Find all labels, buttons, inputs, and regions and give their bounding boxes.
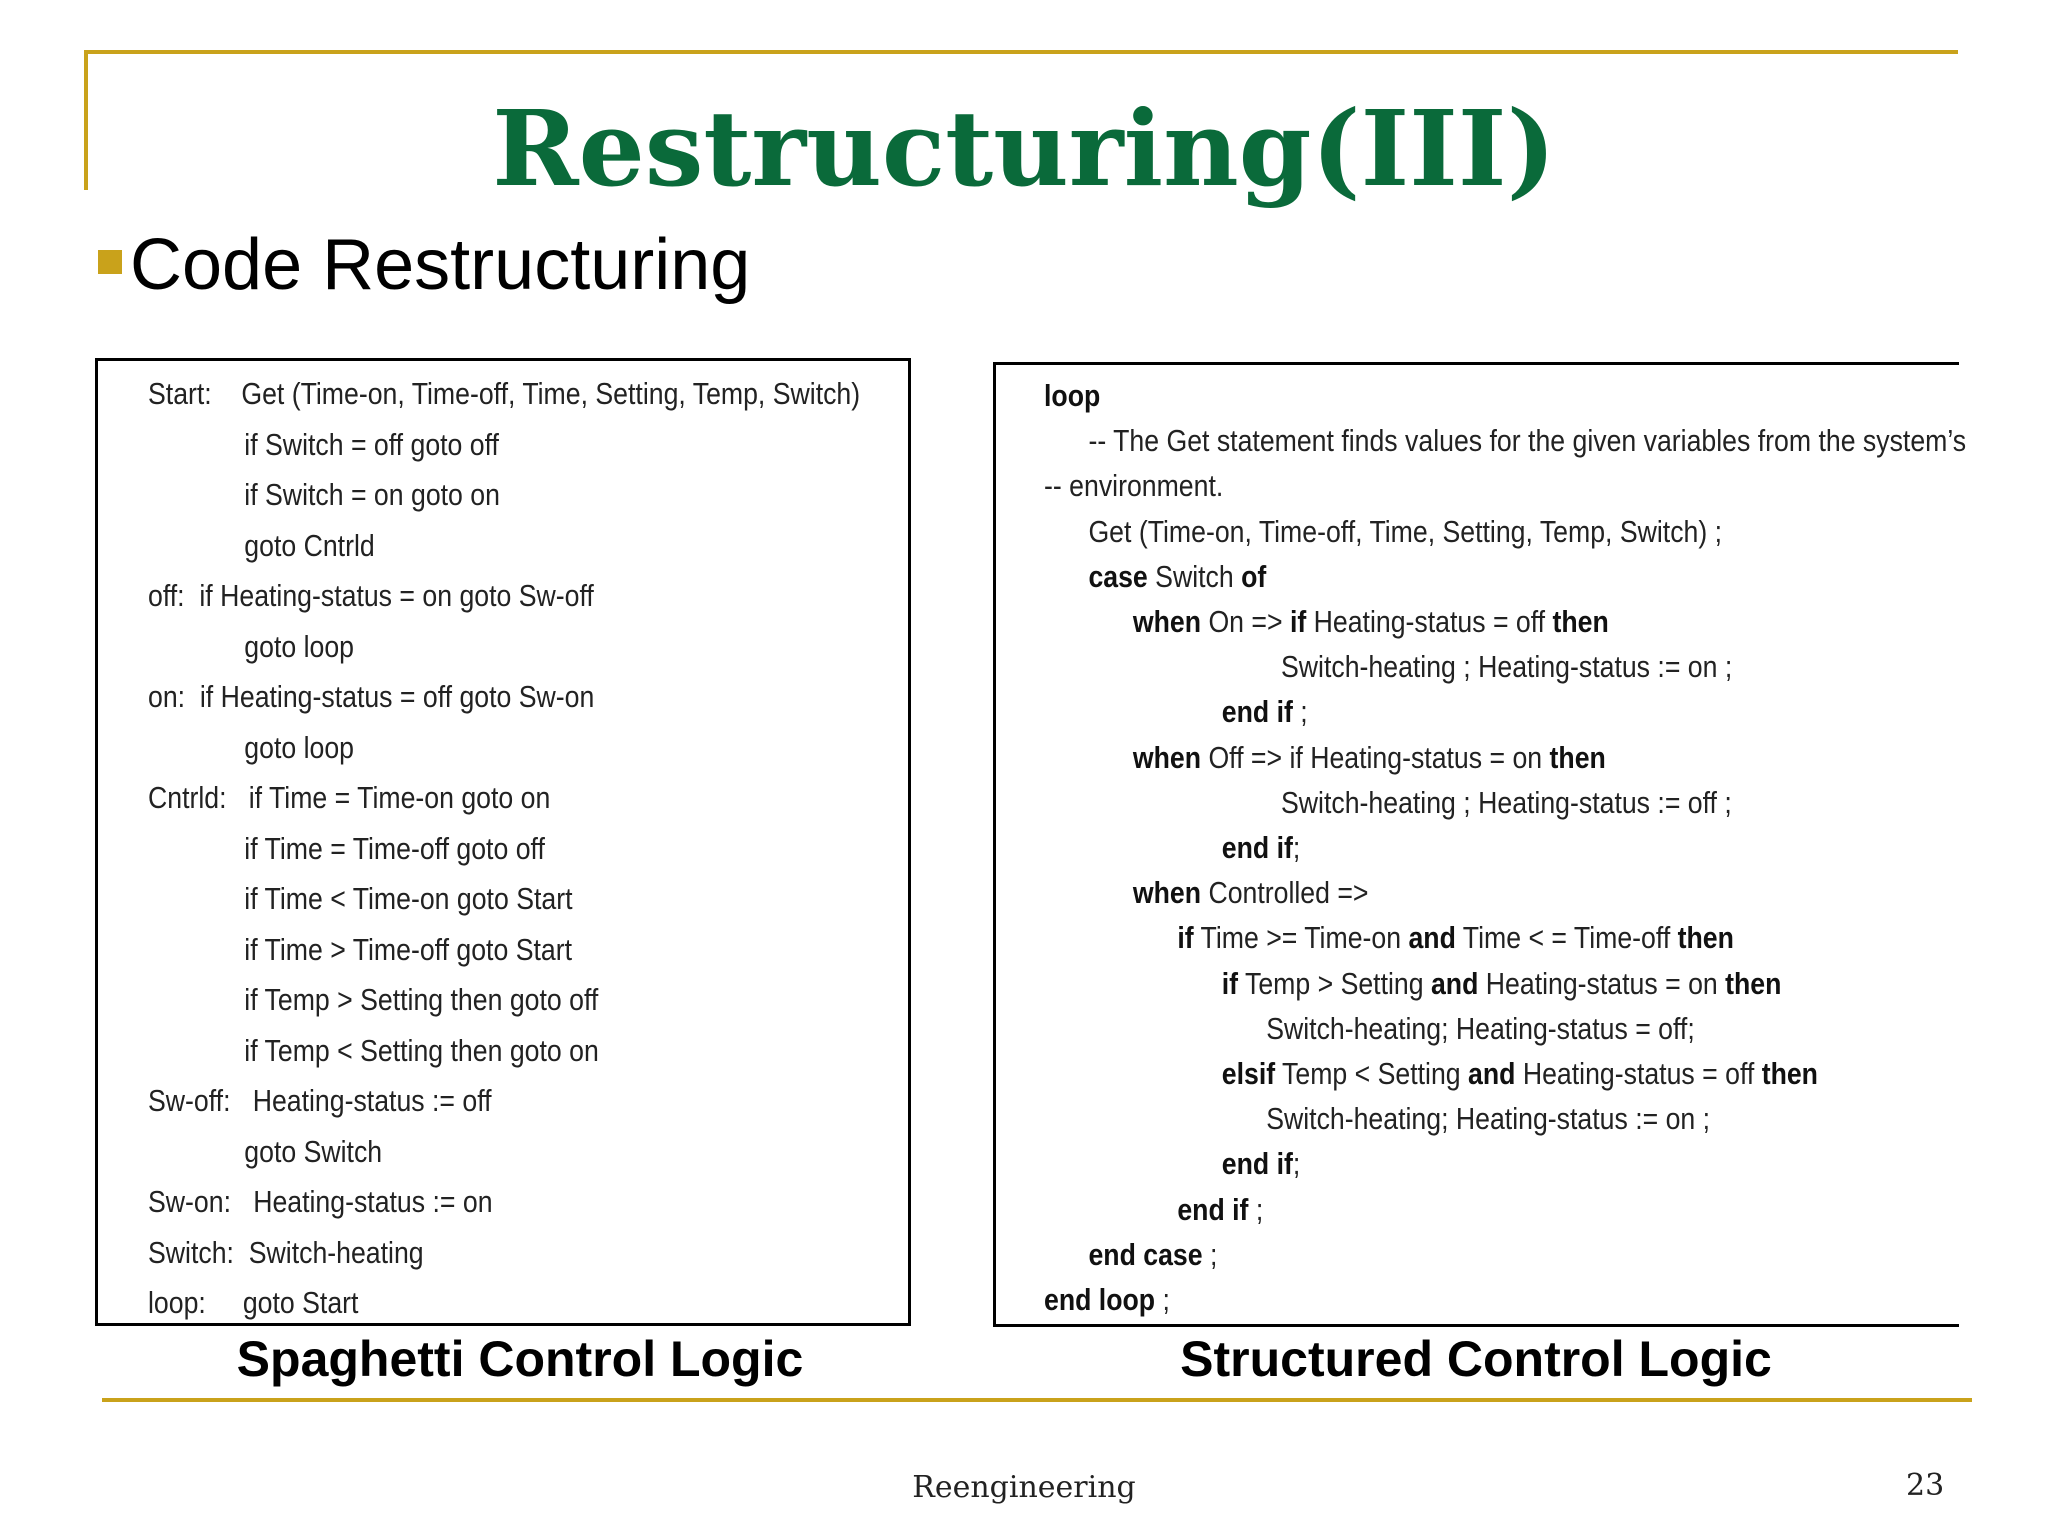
code-text [1044, 694, 1222, 729]
code-line [1044, 780, 1966, 825]
code-line [1044, 825, 1966, 870]
code-keyword: end loop [1044, 1282, 1156, 1318]
code-text: Controlled => [1201, 875, 1369, 911]
bottom-rule [102, 1398, 1972, 1402]
code-keyword: end if [1221, 694, 1293, 730]
code-text [1044, 920, 1177, 955]
code-text: Off => if Heating-status = on [1201, 739, 1550, 775]
code-line: goto Cntrld [148, 527, 375, 563]
code-keyword: if [1221, 965, 1239, 1001]
code-line: Cntrld: if Time = Time-on goto on [148, 780, 551, 815]
code-text [1044, 1237, 1088, 1272]
code-line [1044, 1187, 1966, 1232]
code-text: ; [1155, 1282, 1170, 1318]
code-line [1044, 961, 1966, 1006]
code-line [1044, 1232, 1966, 1277]
code-line: Start: Get (Time-on, Time-off, Time, Setting, Temp, Switch) [148, 376, 861, 411]
code-line: if Temp < Setting then goto on [148, 1032, 599, 1068]
code-text: -- The Get statement finds values for the given variables from the system’s [1044, 423, 1967, 459]
code-text: ; [1292, 694, 1308, 730]
code-keyword: of [1241, 558, 1267, 594]
code-line: Sw-off: Heating-status := off [148, 1083, 492, 1118]
code-text: Switch-heating; Heating-status = off; [1044, 1010, 1695, 1046]
structured-code-panel [993, 362, 1967, 1327]
code-keyword: then [1677, 920, 1734, 956]
code-keyword: then [1549, 739, 1606, 775]
code-keyword: when [1132, 875, 1202, 911]
code-keyword: when [1132, 604, 1202, 640]
code-line [1044, 418, 1966, 463]
code-line: goto loop [148, 628, 354, 664]
spaghetti-caption: Spaghetti Control Logic [236, 1331, 804, 1387]
code-keyword: loop [1044, 378, 1101, 413]
code-line: if Switch = on goto on [148, 477, 500, 512]
code-keyword: then [1552, 604, 1609, 640]
code-line [1044, 554, 1966, 599]
code-text: Temp < Setting [1275, 1056, 1469, 1092]
code-text [1044, 875, 1133, 910]
code-keyword: then [1725, 965, 1782, 1001]
code-text: -- environment. [1044, 468, 1224, 504]
code-keyword: end if [1221, 1146, 1293, 1182]
top-rule [84, 50, 1958, 54]
bullet-text: Code Restructuring [130, 225, 751, 305]
code-line [1044, 1277, 1966, 1322]
code-keyword: elsif [1221, 1056, 1276, 1092]
code-text: Switch-heating ; Heating-status := on ; [1044, 649, 1733, 685]
code-line [1044, 463, 1966, 508]
code-line [1044, 599, 1966, 644]
code-text [1044, 740, 1133, 775]
spaghetti-code-block [148, 369, 860, 1329]
code-line: goto loop [148, 729, 354, 765]
code-text: Heating-status = off [1515, 1056, 1762, 1092]
code-keyword: and [1430, 965, 1479, 1001]
code-text: ; [1292, 1146, 1301, 1182]
code-keyword: if [1177, 920, 1194, 956]
code-keyword: end case [1088, 1236, 1203, 1272]
code-line: if Temp > Setting then goto off [148, 982, 599, 1017]
code-line [1044, 870, 1966, 915]
code-line: Sw-on: Heating-status := on [148, 1184, 493, 1219]
code-line [1044, 644, 1966, 689]
code-keyword: end if [1221, 830, 1293, 866]
code-text: Time < = Time-off [1455, 920, 1678, 956]
code-text: ; [1292, 830, 1301, 866]
code-text [1044, 604, 1133, 639]
code-line: if Switch = off goto off [148, 426, 499, 462]
code-keyword: then [1761, 1056, 1818, 1092]
code-text: Switch-heating ; Heating-status := off ; [1044, 784, 1732, 820]
code-line: if Time < Time-on goto Start [148, 881, 573, 916]
code-keyword: if [1289, 604, 1307, 640]
code-text: Switch [1147, 558, 1242, 594]
structured-caption: Structured Control Logic [1180, 1331, 1772, 1387]
code-line: Switch: Switch-heating [148, 1234, 424, 1270]
code-line: if Time = Time-off goto off [148, 830, 545, 866]
code-line: if Time > Time-off goto Start [148, 931, 573, 967]
code-text: ; [1248, 1191, 1264, 1227]
code-line [1044, 1096, 1966, 1141]
code-text [1044, 1056, 1222, 1091]
code-text [1044, 1192, 1177, 1227]
code-text: Get (Time-on, Time-off, Time, Setting, Temp, Switch) ; [1044, 513, 1723, 549]
code-keyword: and [1408, 920, 1456, 956]
code-text: Heating-status = off [1306, 604, 1553, 640]
page-number: 23 [1906, 1468, 1945, 1503]
code-text [1044, 1146, 1222, 1181]
code-line [1044, 1141, 1966, 1186]
code-text: Time >= Time-on [1193, 920, 1409, 956]
bullet-item [98, 224, 750, 307]
code-text: Switch-heating; Heating-status := on ; [1044, 1101, 1711, 1137]
code-line [1044, 689, 1966, 734]
code-text [1044, 966, 1222, 1001]
code-text: On => [1201, 604, 1290, 640]
code-text: ; [1202, 1236, 1218, 1272]
code-line: goto Switch [148, 1133, 383, 1169]
spaghetti-code-panel [95, 358, 911, 1326]
code-line [1044, 1051, 1966, 1096]
code-keyword: and [1468, 1056, 1516, 1092]
code-line: on: if Heating-status = off goto Sw-on [148, 679, 595, 714]
code-line [1044, 735, 1966, 780]
code-line: loop: goto Start [148, 1285, 359, 1320]
footer-text: Reengineering [912, 1470, 1136, 1505]
code-line [1044, 1006, 1966, 1051]
code-line [1044, 373, 1966, 418]
code-text [1044, 830, 1222, 865]
code-keyword: when [1132, 739, 1202, 775]
code-text [1044, 559, 1088, 594]
code-text: Heating-status = on [1478, 965, 1726, 1001]
code-line [1044, 915, 1966, 960]
structured-code-block [1044, 373, 1966, 1322]
code-keyword: end if [1177, 1191, 1249, 1227]
slide-title: Restructuring(III) [492, 87, 1556, 210]
code-line: off: if Heating-status = on goto Sw-off [148, 578, 594, 613]
square-bullet-icon [98, 250, 122, 274]
code-text: Temp > Setting [1238, 965, 1431, 1001]
code-line [1044, 509, 1966, 554]
code-keyword: case [1088, 558, 1148, 594]
